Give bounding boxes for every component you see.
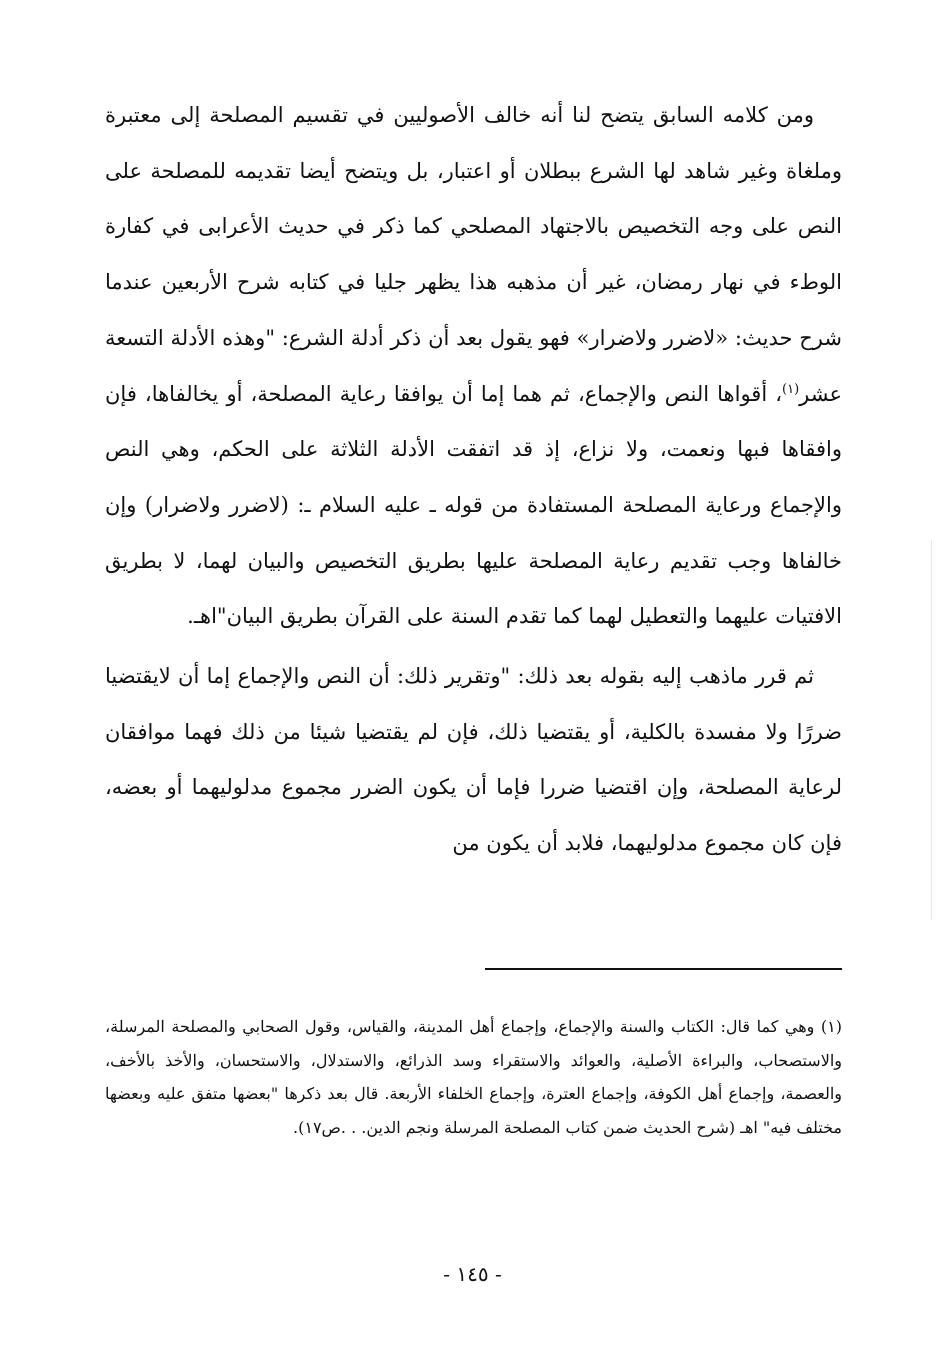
paragraph-1-text: ومن كلامه السابق يتضح لنا أنه خالف الأصوليين في تقسيم المصلحة إلى معتبرة وملغاة وغير شاهد لها الشرع ببطلان أو اعتبار، بل ويتضح أيضا تقديمه للمصلحة على النص على وجه التخصيص بالاجتهاد المصلحي كما ذكر في حديث الأعرابى في كفارة الوطء في نهار رمضان، غير أن مذهبه هذا يظهر جليا في كتابه شرح الأربعين عندما شرح حديث: «لاضرر ولاضرار» فهو يقول بعد أن ذكر أدلة الشرع: "وهذه الأدلة التسعة عشر <box>105 103 842 406</box>
main-text <box>105 88 842 872</box>
paragraph-2: ثم قرر ماذهب إليه بقوله بعد ذلك: "وتقرير ذلك: أن النص والإجماع إما أن لايقتضيا ضررًا ولا مفسدة بالكلية، أو يقتضيا ذلك، فإن لم يقتضيا شيئا من ذلك فهما موافقان لرعاية المصلحة، وإن اقتضيا ضررا فإما أن يكون الضرر مجموع مدلوليهما أو بعضه، فإن كان مجموع مدلوليهما، فلابد أن يكون من <box>105 664 842 856</box>
footnote-separator <box>485 968 842 970</box>
paragraph-1 <box>105 88 842 645</box>
page-number: - ١٤٥ - <box>443 1262 502 1286</box>
paragraph-1-continuation: ، أقواها النص والإجماع، ثم هما إما أن يوافقا رعاية المصلحة، أو يخالفاها، فإن وافقاها فبها ونعمت، ولا نزاع، إذ قد اتفقت الأدلة الثلاثة على الحكم، وهي النص والإجماع ورعاية المصلحة المستفادة من قوله ـ عليه السلام ـ: (لاضرر ولاضرار) وإن خالفاها وجب تقديم رعاية المصلحة عليها بطريق التخصيص والبيان لهما، لا بطريق الافتيات عليهما والتعطيل لهما كما تقدم السنة على القرآن بطريق البيان"اهـ. <box>105 381 842 629</box>
footnote-reference: (١) <box>782 381 800 397</box>
scan-margin-mark <box>931 540 932 920</box>
footnote-1: (١) وهي كما قال: الكتاب والسنة والإجماع، وإجماع أهل المدينة، والقياس، وقول الصحابي والمصلحة المرسلة، والاستصحاب، والبراءة الأصلية، والعوائد والاستقراء وسد الذرائع، والاستدلال، والاستحسان، والأخذ بالأخف، والعصمة، وإجماع أهل الكوفة، وإجماع العترة، وإجماع الخلفاء الأربعة. قال بعد ذكرها "بعضها متفق عليه وبعضها مختلف فيه" اهـ (شرح الحديث ضمن كتاب المصلحة المرسلة ونجم الدين. . .ص١٧). <box>105 1017 843 1137</box>
footnotes-section <box>105 1010 842 1144</box>
